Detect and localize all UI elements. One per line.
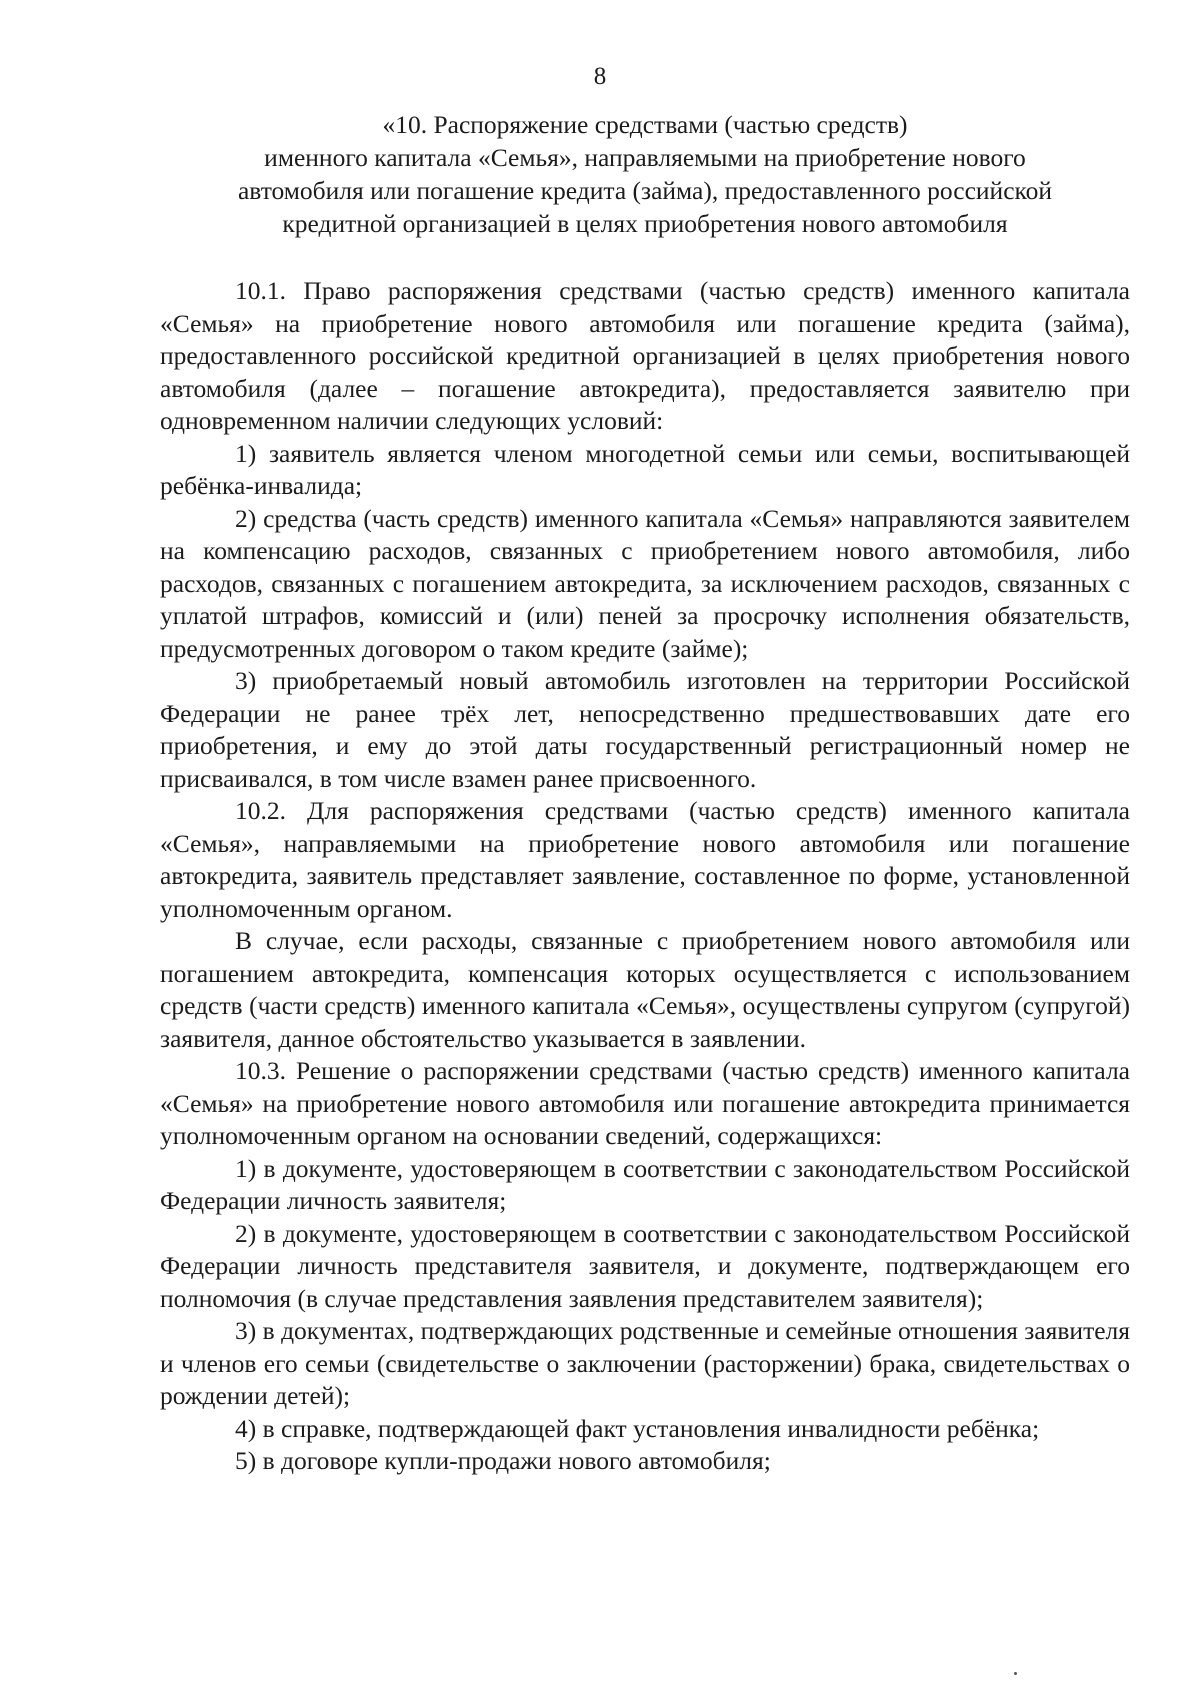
section-title-line: кредитной организацией в целях приобретения нового автомобиля <box>282 209 1008 238</box>
section-title-line: именного капитала «Семья», направляемыми на приобретение нового <box>264 143 1026 172</box>
scan-speck <box>1014 1672 1017 1675</box>
document-item-4: 4) в справке, подтверждающей факт установления инвалидности ребёнка; <box>235 1413 1040 1443</box>
page-number: 8 <box>593 63 607 90</box>
section-title-line: «10. Распоряжение средствами (частью средств) <box>382 110 908 139</box>
condition-item-2: 2) средства (часть средств) именного капитала «Семья» направляются заявителем на компенсацию расходов, связанных с приобретением нового автомобиля, либо расходов, связанных с погашением автокредита, за исключением расходов, связанных с уплатой штрафов, комиссий и (или) пеней за просрочку исполнения обязательств, предусмотренных договором о таком кредите (займе); <box>160 503 1130 663</box>
document-body <box>160 275 1130 1478</box>
section-title-line: автомобиля или погашение кредита (займа), предоставленного российской <box>237 176 1053 205</box>
document-item-2: 2) в документе, удостоверяющем в соответствии с законодательством Российской Федерации личность представителя заявителя, и документе, подтверждающем его полномочия (в случае представления заявления представителем заявителя); <box>160 1218 1130 1313</box>
paragraph-10-3: 10.3. Решение о распоряжении средствами (частью средств) именного капитала «Семья» на приобретение нового автомобиля или погашение автокредита принимается уполномоченным органом на основании сведений, содержащихся: <box>160 1056 1130 1150</box>
paragraph-10-2: 10.2. Для распоряжения средствами (частью средств) именного капитала «Семья», направляемыми на приобретение нового автомобиля или погашение автокредита, заявитель представляет заявление, составленное по форме, установленной уполномоченным органом. <box>160 796 1130 923</box>
paragraph-10-1: 10.1. Право распоряжения средствами (частью средств) именного капитала «Семья» на приобретение нового автомобиля или погашение кредита (займа), предоставленного российской кредитной организацией в целях приобретения нового автомобиля (далее – погашение автокредита), предоставляется заявителю при одновременном наличии следующих условий: <box>160 276 1130 435</box>
paragraph-spouse-expenses: В случае, если расходы, связанные с приобретением нового автомобиля или погашением автокредита, компенсация которых осуществляется с использованием средств (части средств) именного капитала «Семья», осуществлены супругом (супругой) заявителя, данное обстоятельство указывается в заявлении. <box>160 926 1130 1053</box>
condition-item-1: 1) заявитель является членом многодетной семьи или семьи, воспитывающей ребёнка-инвалида; <box>160 438 1130 500</box>
document-item-5: 5) в договоре купли-продажи нового автомобиля; <box>235 1446 771 1475</box>
document-item-1: 1) в документе, удостоверяющем в соответствии с законодательством Российской Федерации личность заявителя; <box>160 1153 1130 1215</box>
document-item-3: 3) в документах, подтверждающих родственные и семейные отношения заявителя и членов его семьи (свидетельстве о заключении (расторжении) брака, свидетельствах о рождении детей); <box>160 1316 1130 1410</box>
section-title <box>160 108 1130 240</box>
condition-item-3: 3) приобретаемый новый автомобиль изготовлен на территории Российской Федерации не ранее трёх лет, непосредственно предшествовавших дате его приобретения, и ему до этой даты государственный регистрационный номер не присваивался, в том числе взамен ранее присвоенного. <box>160 666 1130 793</box>
